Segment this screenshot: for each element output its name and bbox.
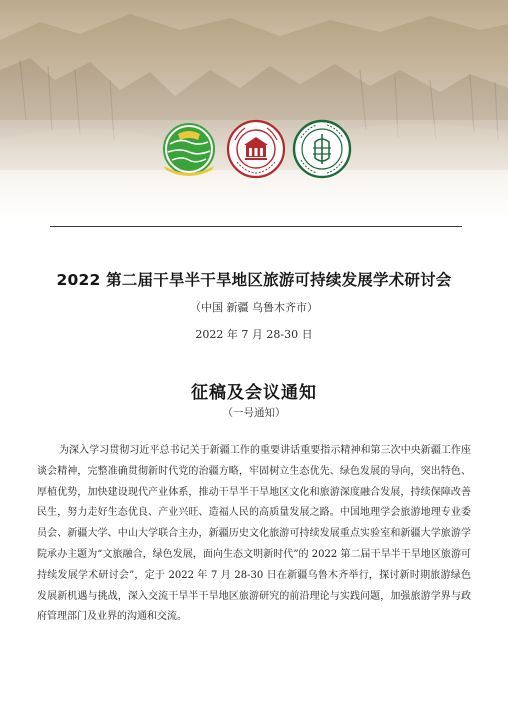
sun-yat-sen-university-emblem-icon [291,118,353,180]
notice-title: 征稿及会议通知 [191,383,317,403]
notice-body-paragraph: 为深入学习贯彻习近平总书记关于新疆工作的重要讲话重要指示精神和第三次中央新疆工作座谈会精神，完整准确贯彻新时代党的治疆方略，牢固树立生态优先、绿色发展的导向，突出特色、厚植优势，加快建设现代产业体系，推动干旱半干旱地区文化和旅游深度融合发展，持续保障改善民生，努力走好生态优良、产业兴旺、造福人民的高质量发展之路。中国地理学会旅游地理专业委员会、新疆大学、中山大学联合主办，新疆历史文化旅游可持续发展重点实验室和新疆大学旅游学院承办主题为“文旅融合，绿色发展，面向生态文明新时代”的 2022 第二届干旱半干旱地区旅游可持续发展学术研讨会”，定于 2022 年 7 月 28-30 日在新疆乌鲁木齐举行，探讨新时期旅游绿色发展新机遇与挑战，深入交流干旱半干旱地区旅游研究的前沿理论与实践问题，加强旅游学界与政府管理部门及业界的沟通和交流。 [37,445,471,623]
conference-title: 2022 第二届干旱半干旱地区旅游可持续发展学术研讨会 [56,271,452,289]
green-globe-logo-icon [158,118,220,180]
desert-landscape-banner [0,0,508,222]
xinjiang-university-emblem-icon [225,118,287,180]
header-divider [50,226,462,227]
logo-row [158,118,358,184]
notice-subtitle: （一号通知） [222,407,286,419]
conference-location: （中国 新疆 乌鲁木齐市） [190,301,318,314]
conference-date: 2022 年 7 月 28-30 日 [195,328,313,341]
